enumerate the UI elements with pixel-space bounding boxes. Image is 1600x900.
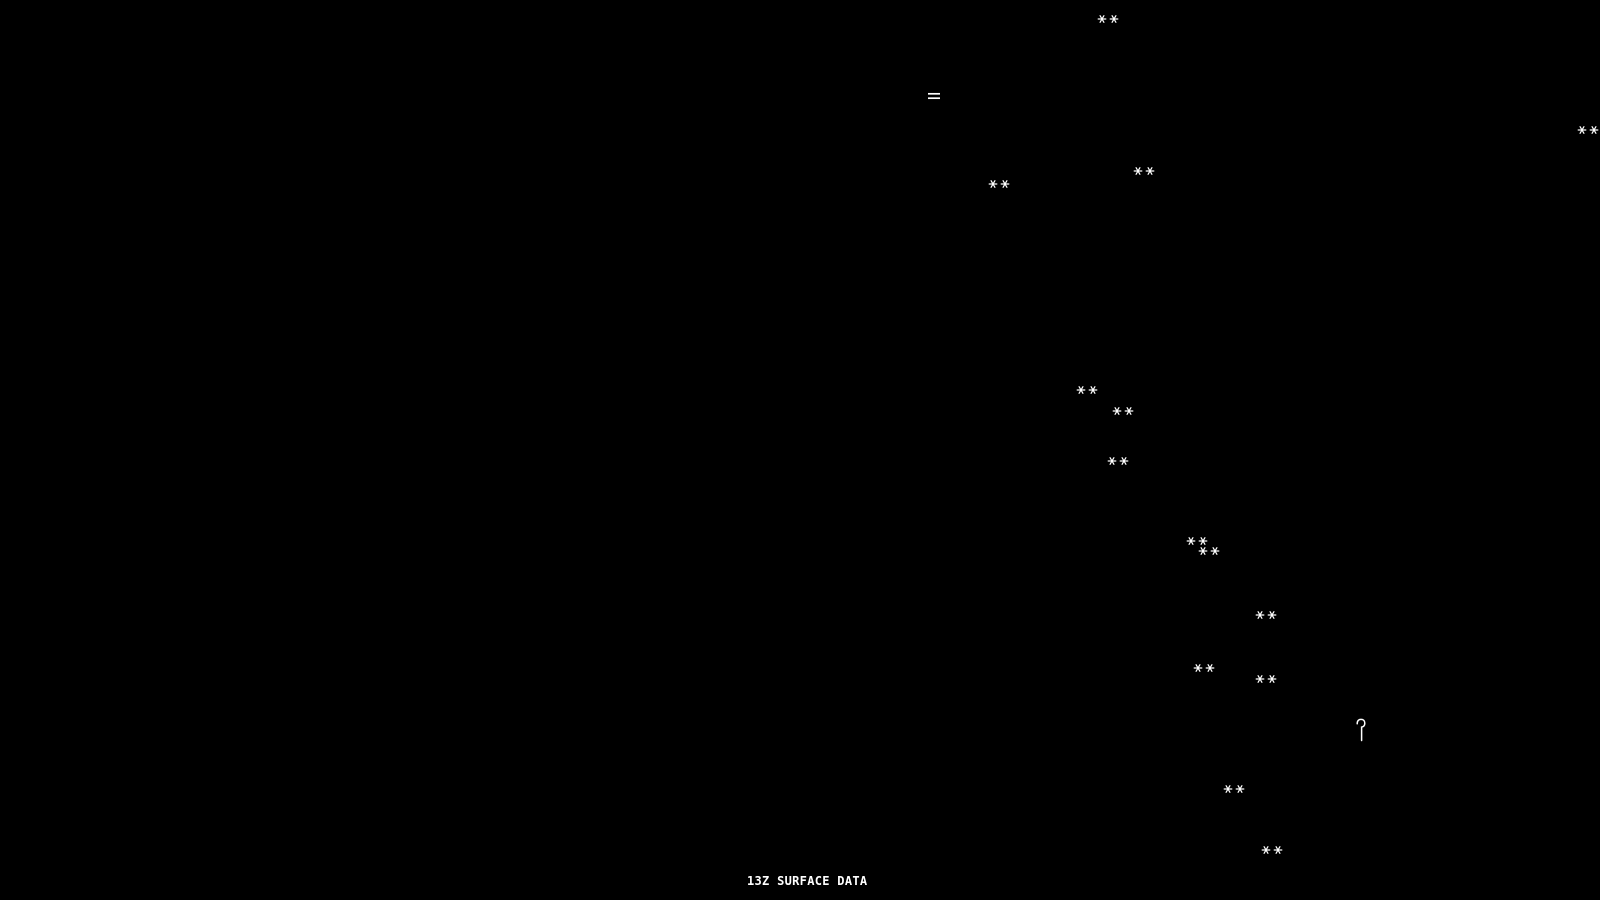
light-snow-symbol <box>1256 674 1277 684</box>
light-snow-symbol <box>1224 784 1245 794</box>
plot-caption: 13Z SURFACE DATA <box>747 874 868 888</box>
light-snow-symbol <box>1108 456 1129 466</box>
light-snow-symbol <box>1113 406 1134 416</box>
light-snow-symbol <box>1194 663 1215 673</box>
light-snow-symbol <box>1199 546 1220 556</box>
light-snow-symbol <box>1134 166 1155 176</box>
light-snow-symbol <box>1256 610 1277 620</box>
light-snow-symbol <box>1098 14 1119 24</box>
light-snow-symbol <box>1578 125 1599 135</box>
unknown-weather-symbol <box>1356 719 1366 742</box>
light-snow-symbol <box>1187 536 1208 546</box>
light-snow-symbol <box>1077 385 1098 395</box>
mist-fog-symbol <box>928 92 941 100</box>
light-snow-symbol <box>1262 845 1283 855</box>
light-snow-symbol <box>989 179 1010 189</box>
